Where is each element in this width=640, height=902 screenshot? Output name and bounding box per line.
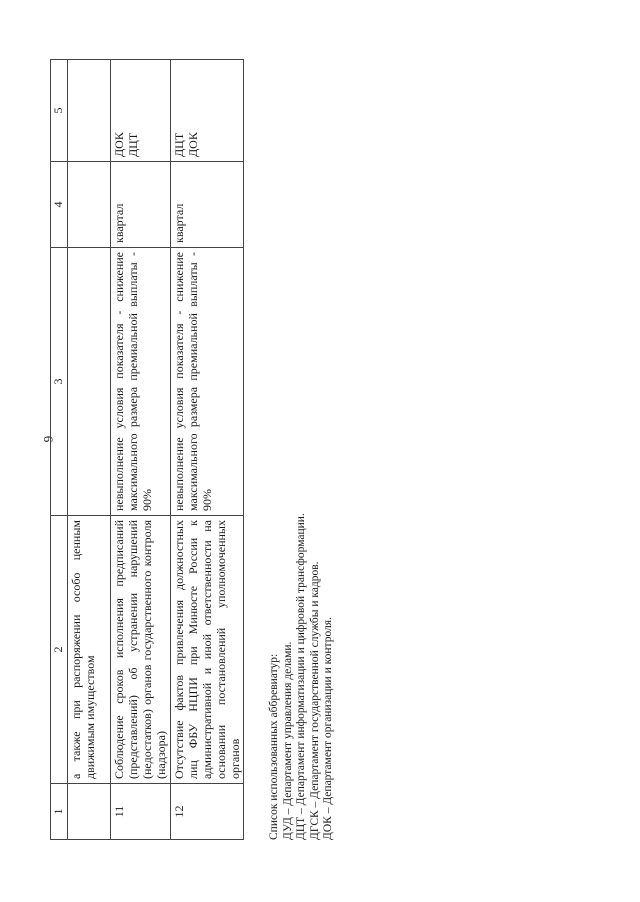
abbreviation-item: ДУД – Департамент управления делами. [281, 641, 294, 840]
table-header-row [51, 60, 68, 840]
condition-cell: невыполнение условия показателя - снижение максимального размера премиальной выплаты - 90% [111, 248, 171, 516]
department-cell [111, 60, 171, 162]
table-row [68, 60, 111, 840]
rotated-content [50, 60, 610, 840]
department-code: ДОК [185, 132, 200, 157]
abbreviation-item: ДЦТ – Департамент информатизации и цифровой трансформации. [295, 513, 307, 840]
page-number: 6 [41, 435, 56, 443]
department-code: ДЦТ [126, 132, 141, 157]
department-code: ДОК [112, 132, 126, 157]
department-code: ДЦТ [171, 132, 186, 157]
row-number-cell: 12 [170, 784, 244, 840]
description-cell: а также при распоряжении особо ценным движимым имуществом [68, 516, 111, 784]
department-cell [68, 60, 111, 162]
row-number-cell [68, 784, 111, 840]
header-cell: 5 [51, 60, 68, 162]
abbreviation-item: ДОК – Департамент организации и контроля. [322, 617, 334, 840]
abbreviations-list [268, 280, 336, 840]
header-cell: 1 [51, 784, 68, 840]
abbreviation-item: ДГСК – Департамент государственной службы и кадров. [308, 561, 321, 840]
period-cell [68, 162, 111, 248]
header-cell: 2 [51, 516, 68, 784]
header-cell: 4 [51, 162, 68, 248]
table-row [111, 60, 171, 840]
table-row [170, 60, 244, 840]
indicators-table [50, 59, 244, 840]
period-cell: квартал [170, 162, 244, 248]
condition-cell: невыполнение условия показателя - снижение максимального размера премиальной выплаты - 90% [170, 248, 244, 516]
description-cell: Соблюдение сроков исполнения предписаний (представлений) об устранении нарушений (недостатков) органов государственного контроля (надзора) [111, 516, 171, 784]
department-cell [170, 60, 244, 162]
row-number-cell: 11 [111, 784, 171, 840]
condition-cell [68, 248, 111, 516]
abbreviations-title: Список использованных аббревиатур: [268, 653, 280, 840]
description-cell: Отсутствие фактов привлечения должностных лиц ФБУ НЦПИ при Минюсте России к административной и иной ответственности на основании постановлений уполномоченных органов [170, 516, 244, 784]
header-cell: 3 [51, 248, 68, 516]
period-cell: квартал [111, 162, 171, 248]
